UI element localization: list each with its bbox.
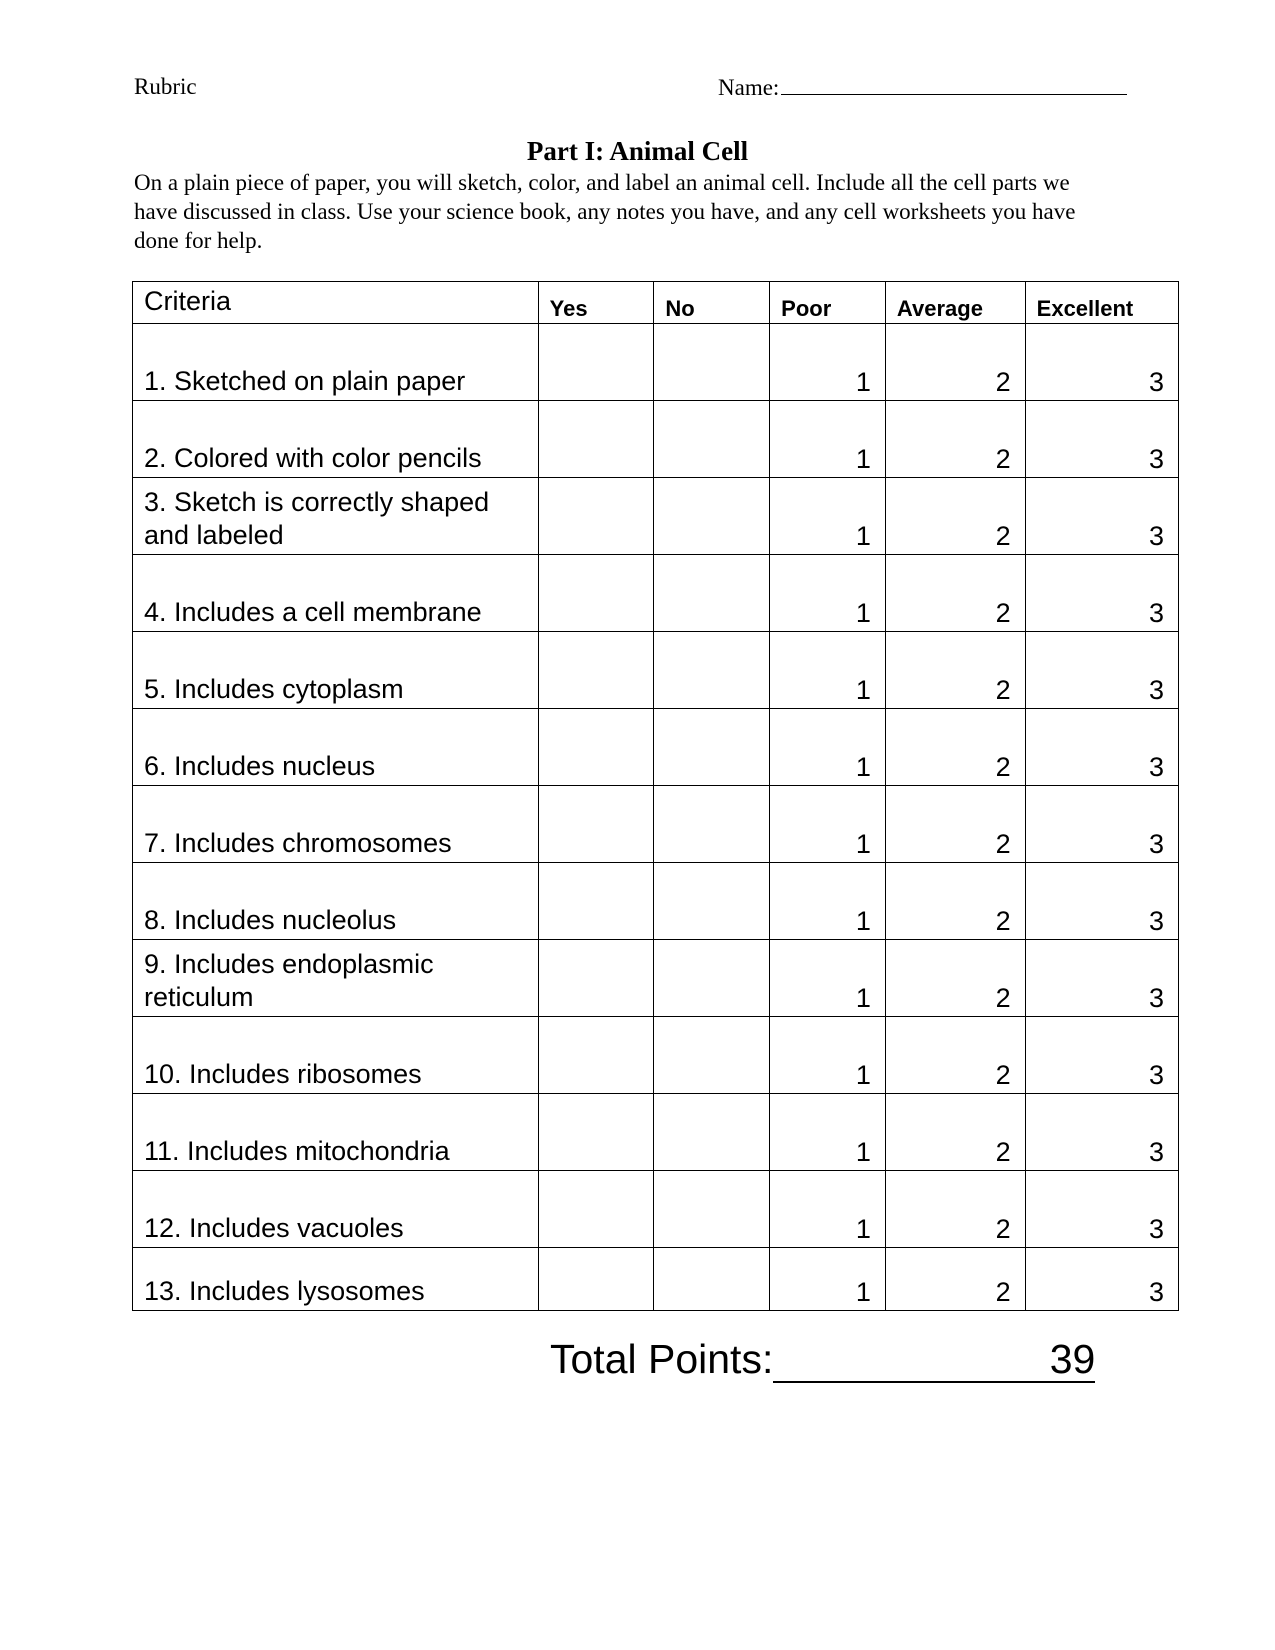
excellent-score-cell[interactable]: 3 xyxy=(1025,786,1178,863)
criterion-cell: 6. Includes nucleus xyxy=(133,709,539,786)
column-header-poor: Poor xyxy=(770,282,886,324)
table-row xyxy=(133,324,1179,401)
yes-cell[interactable] xyxy=(538,324,654,401)
yes-cell[interactable] xyxy=(538,1248,654,1311)
no-cell[interactable] xyxy=(654,324,770,401)
no-cell[interactable] xyxy=(654,709,770,786)
column-header-criteria: Criteria xyxy=(133,282,539,324)
yes-cell[interactable] xyxy=(538,786,654,863)
table-row xyxy=(133,1248,1179,1311)
no-cell[interactable] xyxy=(654,1094,770,1171)
criterion-cell: 8. Includes nucleolus xyxy=(133,863,539,940)
name-label: Name: xyxy=(718,75,780,100)
column-header-yes: Yes xyxy=(538,282,654,324)
poor-score-cell[interactable]: 1 xyxy=(770,555,886,632)
average-score-cell[interactable]: 2 xyxy=(885,478,1025,555)
poor-score-cell[interactable]: 1 xyxy=(770,1017,886,1094)
excellent-score-cell[interactable]: 3 xyxy=(1025,1171,1178,1248)
yes-cell[interactable] xyxy=(538,1171,654,1248)
poor-score-cell[interactable]: 1 xyxy=(770,324,886,401)
yes-cell[interactable] xyxy=(538,1017,654,1094)
average-score-cell[interactable]: 2 xyxy=(885,324,1025,401)
name-blank-line[interactable] xyxy=(781,74,1127,95)
part-title: Part I: Animal Cell xyxy=(526,136,749,166)
table-row xyxy=(133,709,1179,786)
table-row xyxy=(133,401,1179,478)
poor-score-cell[interactable]: 1 xyxy=(770,1171,886,1248)
total-points-value[interactable]: 39 xyxy=(773,1337,1095,1383)
criterion-cell: 11. Includes mitochondria xyxy=(133,1094,539,1171)
criterion-cell: 2. Colored with color pencils xyxy=(133,401,539,478)
average-score-cell[interactable]: 2 xyxy=(885,632,1025,709)
no-cell[interactable] xyxy=(654,1248,770,1311)
no-cell[interactable] xyxy=(654,786,770,863)
table-header-row xyxy=(133,282,1179,324)
criterion-cell: 9. Includes endoplasmic reticulum xyxy=(133,940,539,1017)
yes-cell[interactable] xyxy=(538,1094,654,1171)
excellent-score-cell[interactable]: 3 xyxy=(1025,709,1178,786)
yes-cell[interactable] xyxy=(538,863,654,940)
average-score-cell[interactable]: 2 xyxy=(885,1017,1025,1094)
table-row xyxy=(133,1094,1179,1171)
excellent-score-cell[interactable]: 3 xyxy=(1025,555,1178,632)
table-row xyxy=(133,940,1179,1017)
table-row xyxy=(133,863,1179,940)
no-cell[interactable] xyxy=(654,401,770,478)
rubric-table xyxy=(132,281,1179,1311)
table-row xyxy=(133,1171,1179,1248)
yes-cell[interactable] xyxy=(538,401,654,478)
poor-score-cell[interactable]: 1 xyxy=(770,940,886,1017)
criterion-cell: 3. Sketch is correctly shaped and labeled xyxy=(133,478,539,555)
poor-score-cell[interactable]: 1 xyxy=(770,1248,886,1311)
yes-cell[interactable] xyxy=(538,555,654,632)
average-score-cell[interactable]: 2 xyxy=(885,786,1025,863)
no-cell[interactable] xyxy=(654,940,770,1017)
name-field[interactable] xyxy=(718,74,1127,101)
total-points xyxy=(550,1336,1095,1383)
yes-cell[interactable] xyxy=(538,709,654,786)
excellent-score-cell[interactable]: 3 xyxy=(1025,1094,1178,1171)
yes-cell[interactable] xyxy=(538,632,654,709)
no-cell[interactable] xyxy=(654,555,770,632)
poor-score-cell[interactable]: 1 xyxy=(770,632,886,709)
criterion-cell: 13. Includes lysosomes xyxy=(133,1248,539,1311)
excellent-score-cell[interactable]: 3 xyxy=(1025,478,1178,555)
average-score-cell[interactable]: 2 xyxy=(885,940,1025,1017)
excellent-score-cell[interactable]: 3 xyxy=(1025,1248,1178,1311)
average-score-cell[interactable]: 2 xyxy=(885,863,1025,940)
no-cell[interactable] xyxy=(654,1171,770,1248)
document-label: Rubric xyxy=(134,74,197,99)
column-header-average: Average xyxy=(885,282,1025,324)
poor-score-cell[interactable]: 1 xyxy=(770,478,886,555)
criterion-cell: 12. Includes vacuoles xyxy=(133,1171,539,1248)
average-score-cell[interactable]: 2 xyxy=(885,401,1025,478)
no-cell[interactable] xyxy=(654,632,770,709)
excellent-score-cell[interactable]: 3 xyxy=(1025,1017,1178,1094)
column-header-no: No xyxy=(654,282,770,324)
table-row xyxy=(133,786,1179,863)
criterion-cell: 7. Includes chromosomes xyxy=(133,786,539,863)
table-row xyxy=(133,1017,1179,1094)
table-row xyxy=(133,632,1179,709)
yes-cell[interactable] xyxy=(538,940,654,1017)
excellent-score-cell[interactable]: 3 xyxy=(1025,632,1178,709)
average-score-cell[interactable]: 2 xyxy=(885,1094,1025,1171)
excellent-score-cell[interactable]: 3 xyxy=(1025,863,1178,940)
poor-score-cell[interactable]: 1 xyxy=(770,863,886,940)
no-cell[interactable] xyxy=(654,863,770,940)
average-score-cell[interactable]: 2 xyxy=(885,709,1025,786)
criterion-cell: 4. Includes a cell membrane xyxy=(133,555,539,632)
poor-score-cell[interactable]: 1 xyxy=(770,1094,886,1171)
average-score-cell[interactable]: 2 xyxy=(885,1171,1025,1248)
table-row xyxy=(133,555,1179,632)
total-points-label: Total Points: xyxy=(550,1336,774,1382)
table-row xyxy=(133,478,1179,555)
average-score-cell[interactable]: 2 xyxy=(885,1248,1025,1311)
no-cell[interactable] xyxy=(654,1017,770,1094)
poor-score-cell[interactable]: 1 xyxy=(770,401,886,478)
criterion-cell: 10. Includes ribosomes xyxy=(133,1017,539,1094)
excellent-score-cell[interactable]: 3 xyxy=(1025,401,1178,478)
instructions: On a plain piece of paper, you will sketch, color, and label an animal cell. Include all the cell parts we have discussed in class. Use your science book, any notes you have, and any cell worksheets you have done for help. xyxy=(134,170,1076,253)
yes-cell[interactable] xyxy=(538,478,654,555)
criterion-cell: 5. Includes cytoplasm xyxy=(133,632,539,709)
criterion-cell: 1. Sketched on plain paper xyxy=(133,324,539,401)
average-score-cell[interactable]: 2 xyxy=(885,555,1025,632)
excellent-score-cell[interactable]: 3 xyxy=(1025,324,1178,401)
poor-score-cell[interactable]: 1 xyxy=(770,786,886,863)
column-header-excellent: Excellent xyxy=(1025,282,1178,324)
no-cell[interactable] xyxy=(654,478,770,555)
poor-score-cell[interactable]: 1 xyxy=(770,709,886,786)
excellent-score-cell[interactable]: 3 xyxy=(1025,940,1178,1017)
